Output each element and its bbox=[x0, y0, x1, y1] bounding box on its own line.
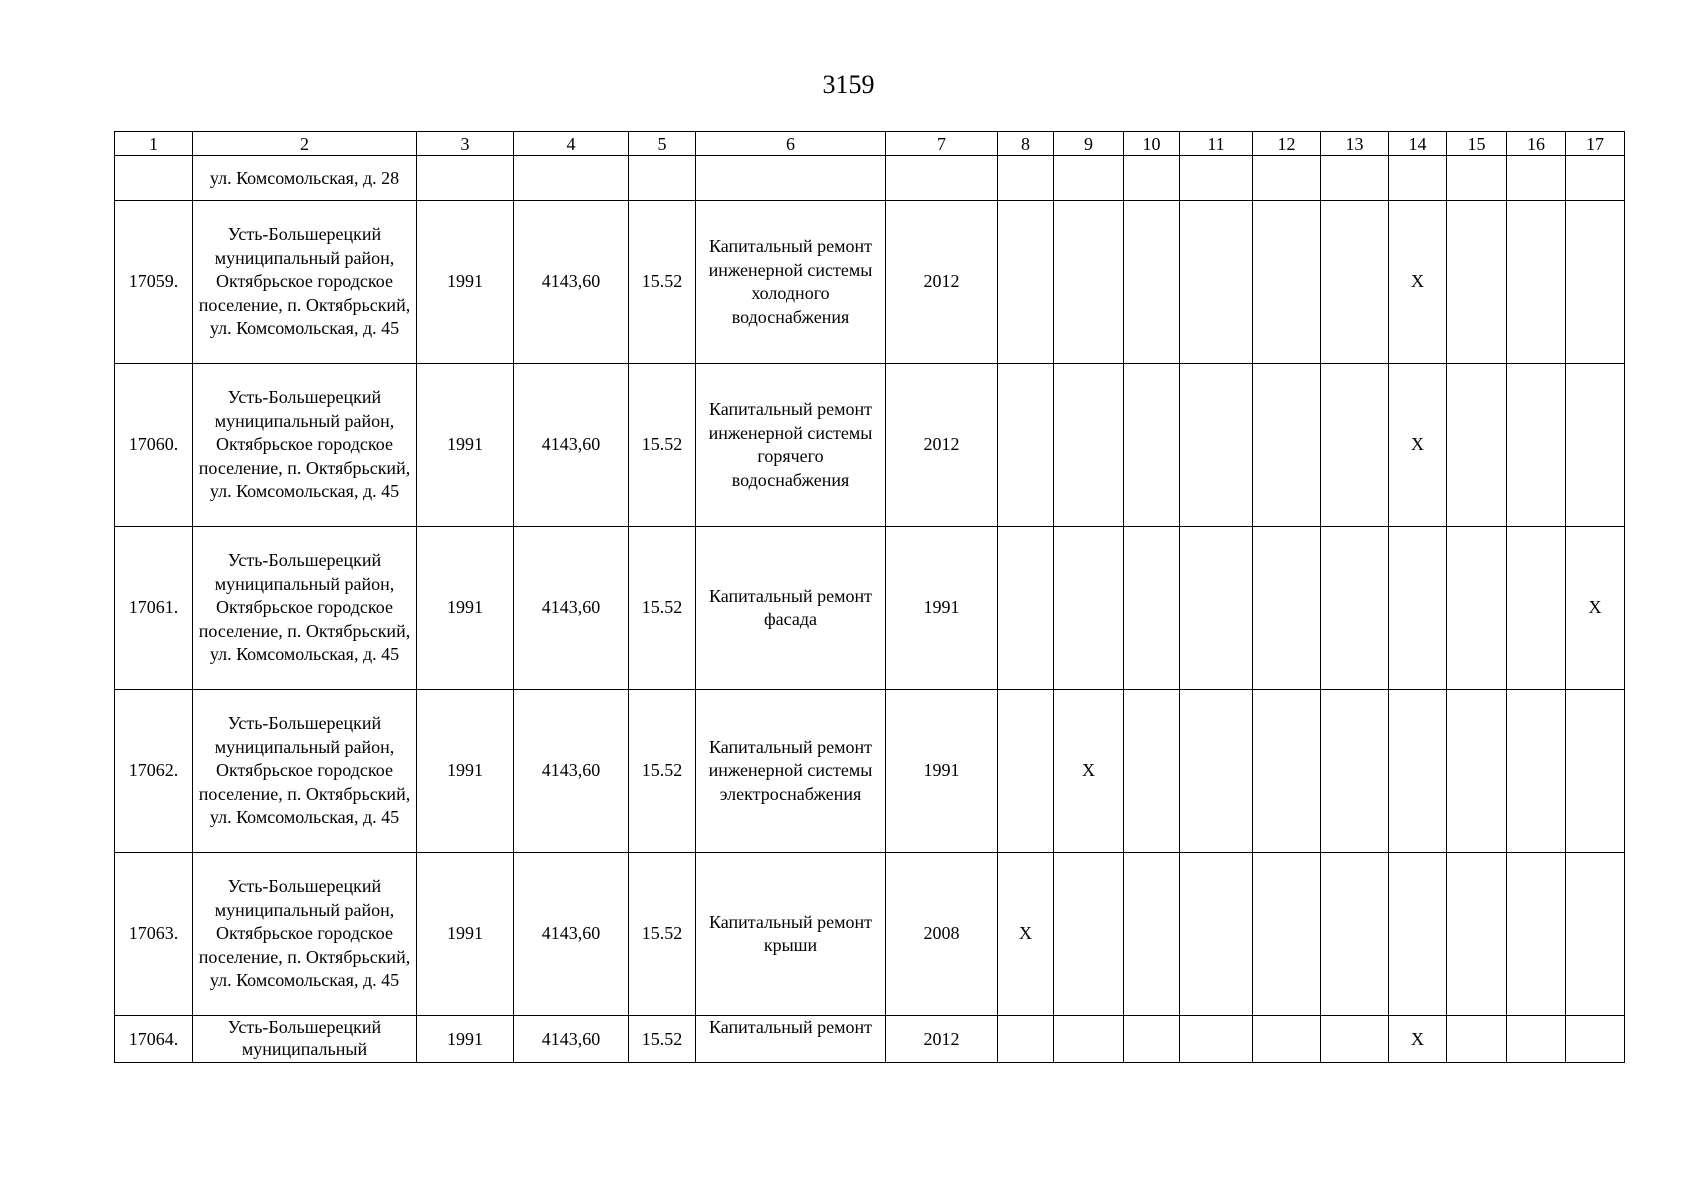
header-cell: 4 bbox=[514, 132, 629, 156]
empty-cell bbox=[1253, 853, 1321, 1016]
cost-code-cell: 15.52 bbox=[629, 527, 696, 690]
mark-cell: X bbox=[1566, 527, 1625, 690]
header-cell: 17 bbox=[1566, 132, 1625, 156]
empty-cell bbox=[1180, 364, 1253, 527]
cost-code-cell: 15.52 bbox=[629, 853, 696, 1016]
work-type-cell: Капитальный ремонт фасада bbox=[696, 527, 886, 690]
empty-cell bbox=[1054, 201, 1124, 364]
header-cell: 10 bbox=[1124, 132, 1180, 156]
empty-cell bbox=[1253, 201, 1321, 364]
empty-cell bbox=[1124, 853, 1180, 1016]
area-cell: 4143,60 bbox=[514, 201, 629, 364]
empty-cell bbox=[1321, 1016, 1389, 1063]
header-cell: 15 bbox=[1447, 132, 1507, 156]
mark-cell: X bbox=[1389, 201, 1447, 364]
empty-cell bbox=[1180, 201, 1253, 364]
empty-cell bbox=[1321, 527, 1389, 690]
table-row bbox=[115, 853, 1625, 1016]
empty-cell bbox=[1447, 527, 1507, 690]
empty-cell bbox=[1389, 156, 1447, 201]
empty-cell bbox=[1389, 853, 1447, 1016]
table-row-continued bbox=[115, 156, 1625, 201]
mark-cell: X bbox=[998, 853, 1054, 1016]
header-cell: 3 bbox=[417, 132, 514, 156]
empty-cell bbox=[998, 1016, 1054, 1063]
cost-code-cell: 15.52 bbox=[629, 364, 696, 527]
empty-cell bbox=[1054, 156, 1124, 201]
empty-cell bbox=[1507, 201, 1566, 364]
header-cell: 11 bbox=[1180, 132, 1253, 156]
empty-cell bbox=[1180, 690, 1253, 853]
area-cell: 4143,60 bbox=[514, 853, 629, 1016]
empty-cell bbox=[1321, 364, 1389, 527]
header-cell: 8 bbox=[998, 132, 1054, 156]
empty-cell bbox=[1253, 364, 1321, 527]
plan-year-cell: 2012 bbox=[886, 201, 998, 364]
empty-cell bbox=[1447, 1016, 1507, 1063]
table-row bbox=[115, 201, 1625, 364]
empty-cell bbox=[1447, 853, 1507, 1016]
repair-schedule-table bbox=[114, 131, 1625, 1063]
empty-cell bbox=[1566, 364, 1625, 527]
address-cell: ул. Комсомольская, д. 28 bbox=[193, 156, 417, 201]
empty-cell bbox=[1566, 156, 1625, 201]
empty-cell bbox=[998, 690, 1054, 853]
empty-cell bbox=[1447, 690, 1507, 853]
empty-cell bbox=[1566, 690, 1625, 853]
plan-year-cell: 2012 bbox=[886, 364, 998, 527]
header-cell: 5 bbox=[629, 132, 696, 156]
header-cell: 13 bbox=[1321, 132, 1389, 156]
work-type-cell: Капитальный ремонт инженерной системы горячего водоснабжения bbox=[696, 364, 886, 527]
table-row bbox=[115, 527, 1625, 690]
empty-cell bbox=[629, 156, 696, 201]
header-cell: 12 bbox=[1253, 132, 1321, 156]
empty-cell bbox=[1566, 201, 1625, 364]
empty-cell bbox=[1507, 1016, 1566, 1063]
address-cell: Усть-Большерецкий муниципальный bbox=[193, 1016, 417, 1063]
empty-cell bbox=[1124, 527, 1180, 690]
table-row bbox=[115, 1016, 1625, 1063]
empty-cell bbox=[1447, 364, 1507, 527]
empty-cell bbox=[696, 156, 886, 201]
header-cell: 7 bbox=[886, 132, 998, 156]
year-built-cell: 1991 bbox=[417, 364, 514, 527]
plan-year-cell: 2012 bbox=[886, 1016, 998, 1063]
empty-cell bbox=[998, 364, 1054, 527]
area-cell: 4143,60 bbox=[514, 1016, 629, 1063]
empty-cell bbox=[998, 527, 1054, 690]
cost-code-cell: 15.52 bbox=[629, 1016, 696, 1063]
empty-cell bbox=[1321, 690, 1389, 853]
empty-cell bbox=[417, 156, 514, 201]
work-type-cell: Капитальный ремонт крыши bbox=[696, 853, 886, 1016]
row-number-cell bbox=[115, 156, 193, 201]
empty-cell bbox=[998, 201, 1054, 364]
address-cell: Усть-Большерецкий муниципальный район, Октябрьское городское поселение, п. Октябрьский, ул. Комсомольская, д. 45 bbox=[193, 364, 417, 527]
year-built-cell: 1991 bbox=[417, 853, 514, 1016]
address-cell: Усть-Большерецкий муниципальный район, Октябрьское городское поселение, п. Октябрьский, ул. Комсомольская, д. 45 bbox=[193, 690, 417, 853]
header-cell: 9 bbox=[1054, 132, 1124, 156]
empty-cell bbox=[1507, 156, 1566, 201]
empty-cell bbox=[1447, 201, 1507, 364]
header-cell: 6 bbox=[696, 132, 886, 156]
row-number-cell: 17063. bbox=[115, 853, 193, 1016]
work-type-cell: Капитальный ремонт инженерной системы электроснабжения bbox=[696, 690, 886, 853]
empty-cell bbox=[1253, 690, 1321, 853]
empty-cell bbox=[1253, 1016, 1321, 1063]
empty-cell bbox=[1389, 527, 1447, 690]
year-built-cell: 1991 bbox=[417, 527, 514, 690]
empty-cell bbox=[1566, 1016, 1625, 1063]
cost-code-cell: 15.52 bbox=[629, 201, 696, 364]
empty-cell bbox=[886, 156, 998, 201]
plan-year-cell: 1991 bbox=[886, 690, 998, 853]
address-cell: Усть-Большерецкий муниципальный район, Октябрьское городское поселение, п. Октябрьский, ул. Комсомольская, д. 45 bbox=[193, 201, 417, 364]
empty-cell bbox=[1124, 201, 1180, 364]
empty-cell bbox=[1253, 156, 1321, 201]
area-cell: 4143,60 bbox=[514, 364, 629, 527]
empty-cell bbox=[1447, 156, 1507, 201]
empty-cell bbox=[1180, 853, 1253, 1016]
work-type-cell: Капитальный ремонт bbox=[696, 1016, 886, 1063]
empty-cell bbox=[1253, 527, 1321, 690]
year-built-cell: 1991 bbox=[417, 201, 514, 364]
empty-cell bbox=[1321, 853, 1389, 1016]
year-built-cell: 1991 bbox=[417, 1016, 514, 1063]
column-number-row bbox=[115, 132, 1625, 156]
empty-cell bbox=[1180, 1016, 1253, 1063]
address-cell: Усть-Большерецкий муниципальный район, Октябрьское городское поселение, п. Октябрьский, ул. Комсомольская, д. 45 bbox=[193, 853, 417, 1016]
empty-cell bbox=[1321, 156, 1389, 201]
page-number: 3159 bbox=[822, 70, 875, 99]
empty-cell bbox=[1054, 1016, 1124, 1063]
plan-year-cell: 2008 bbox=[886, 853, 998, 1016]
mark-cell: X bbox=[1389, 364, 1447, 527]
empty-cell bbox=[1566, 853, 1625, 1016]
cost-code-cell: 15.52 bbox=[629, 690, 696, 853]
mark-cell: X bbox=[1054, 690, 1124, 853]
empty-cell bbox=[1124, 1016, 1180, 1063]
empty-cell bbox=[1507, 364, 1566, 527]
table-row bbox=[115, 690, 1625, 853]
empty-cell bbox=[1054, 527, 1124, 690]
mark-cell: X bbox=[1389, 1016, 1447, 1063]
row-number-cell: 17064. bbox=[115, 1016, 193, 1063]
row-number-cell: 17060. bbox=[115, 364, 193, 527]
work-type-cell: Капитальный ремонт инженерной системы холодного водоснабжения bbox=[696, 201, 886, 364]
empty-cell bbox=[1180, 156, 1253, 201]
plan-year-cell: 1991 bbox=[886, 527, 998, 690]
row-number-cell: 17061. bbox=[115, 527, 193, 690]
header-cell: 2 bbox=[193, 132, 417, 156]
empty-cell bbox=[1507, 527, 1566, 690]
address-cell: Усть-Большерецкий муниципальный район, Октябрьское городское поселение, п. Октябрьский, ул. Комсомольская, д. 45 bbox=[193, 527, 417, 690]
empty-cell bbox=[1507, 853, 1566, 1016]
empty-cell bbox=[514, 156, 629, 201]
row-number-cell: 17062. bbox=[115, 690, 193, 853]
year-built-cell: 1991 bbox=[417, 690, 514, 853]
empty-cell bbox=[998, 156, 1054, 201]
header-cell: 16 bbox=[1507, 132, 1566, 156]
empty-cell bbox=[1180, 527, 1253, 690]
empty-cell bbox=[1124, 690, 1180, 853]
header-cell: 14 bbox=[1389, 132, 1447, 156]
empty-cell bbox=[1054, 364, 1124, 527]
empty-cell bbox=[1389, 690, 1447, 853]
empty-cell bbox=[1124, 156, 1180, 201]
empty-cell bbox=[1507, 690, 1566, 853]
empty-cell bbox=[1054, 853, 1124, 1016]
header-cell: 1 bbox=[115, 132, 193, 156]
area-cell: 4143,60 bbox=[514, 690, 629, 853]
area-cell: 4143,60 bbox=[514, 527, 629, 690]
row-number-cell: 17059. bbox=[115, 201, 193, 364]
empty-cell bbox=[1321, 201, 1389, 364]
table-row bbox=[115, 364, 1625, 527]
empty-cell bbox=[1124, 364, 1180, 527]
